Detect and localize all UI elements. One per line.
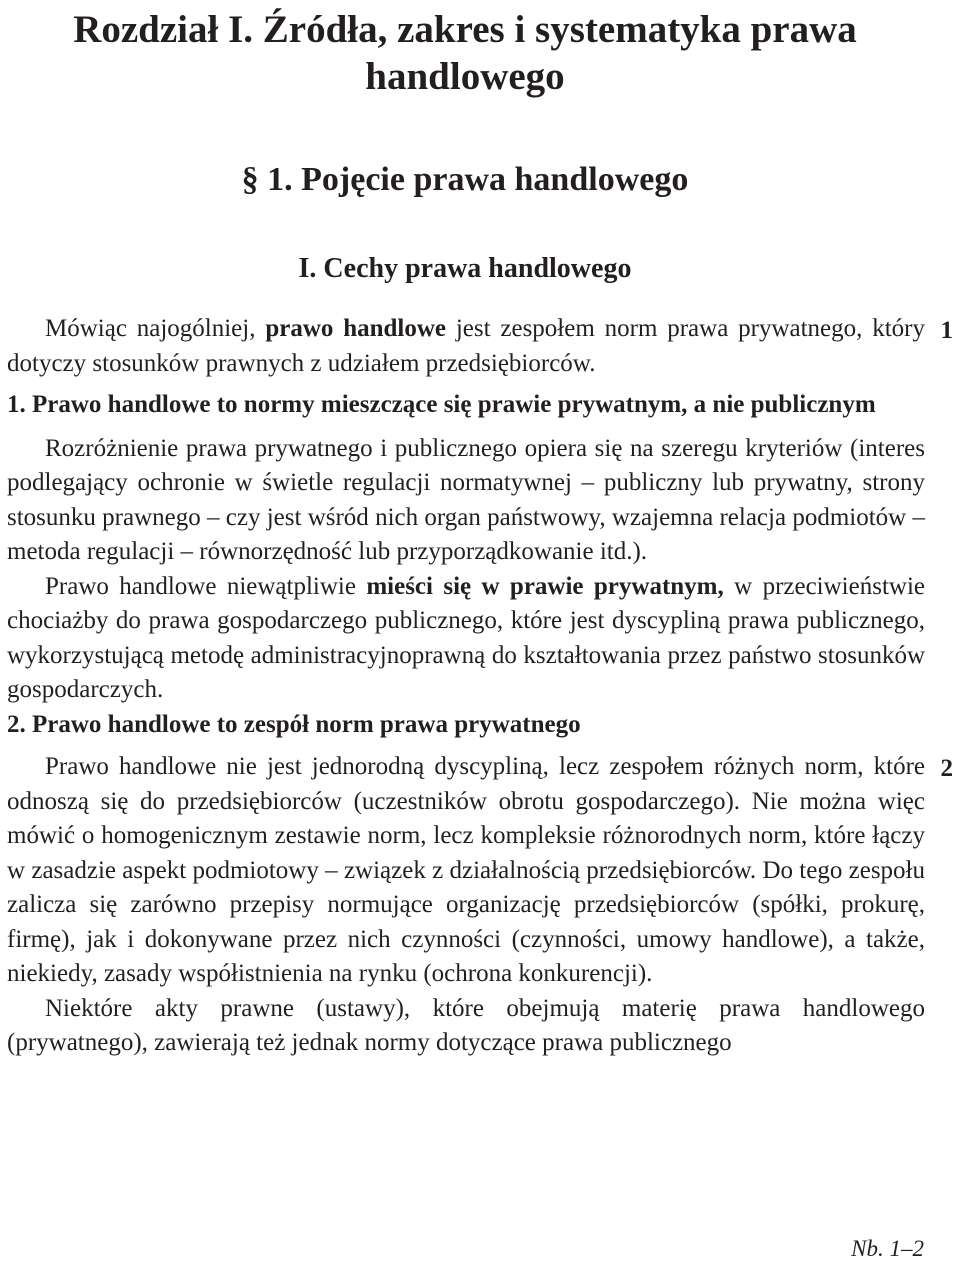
point1-para2-bold: mieści się w prawie prywatnym, — [366, 572, 724, 600]
point1-para2-end: w przeciwieństwie chociażby do prawa gospodarczego publicznego, które jest dyscypliną prawa publicznego, wykorzystującą metodę administracyjnoprawną do kształtowania przez państwo stosunków gospodarczych. — [7, 572, 926, 703]
subsection-title: I. Cechy prawa handlowego — [298, 253, 632, 284]
page-footer-marginal-numbers: Nb. 1–2 — [851, 1236, 924, 1261]
intro-paragraph — [7, 312, 925, 381]
main-content — [7, 312, 953, 1061]
intro-bold-term: prawo handlowe — [265, 315, 447, 342]
point2-paragraph-1: Prawo handlowe nie jest jednorodną dyscypliną, lecz zespołem różnych norm, które odnoszą się do przedsiębiorców (uczestników obrotu gospodarczego). Nie można więc mówić o homogenicznym zestawie norm, lecz kompleksie różnorodnych norm, które łączy w zasadzie aspekt podmiotowy – związek z działalnością przedsiębiorców. Do tego zespołu zalicza się zarówno przepisy normujące organizację przedsiębiorców (spółki, prokurę, firmę), jak i dokonywane przez nich czynności (czynności, umowy handlowe), a także, niekiedy, zasady współistnienia na rynku (ochrona konkurencji). — [7, 753, 925, 987]
intro-block — [7, 312, 953, 381]
margin-number-1: 1 — [940, 317, 953, 344]
intro-text-start: Mówiąc najogólniej, — [45, 315, 266, 342]
point2-block — [7, 750, 953, 992]
section-title: § 1. Pojęcie prawa handlowego — [241, 161, 689, 198]
point2-heading: 2. Prawo handlowe to zespół norm prawa prywatnego — [7, 710, 581, 738]
point1-para2-start: Prawo handlowe niewątpliwie — [45, 572, 367, 600]
point1-paragraph-2 — [7, 570, 925, 708]
margin-number-2: 2 — [940, 755, 953, 782]
intro-text-end: jest zespołem norm prawa prywatnego, który dotyczy stosunków prawnych z udziałem przedsiębiorców. — [7, 315, 925, 377]
chapter-title-line1: Rozdział I. Źródła, zakres i systematyka prawa — [73, 8, 857, 51]
chapter-title-line2: handlowego — [365, 55, 565, 98]
chapter-title — [0, 6, 930, 100]
point1-paragraph-1: Rozróżnienie prawa prywatnego i publicznego opiera się na szeregu kryteriów (interes podlegający ochronie w świetle regulacji normatywnej – publiczny lub prywatny, strony stosunku prawnego – czy jest wśród nich organ państwowy, wzajemna relacja podmiotów – metoda regulacji – równorzędność lub przyporządkowanie itd.). — [7, 434, 925, 565]
point1-heading: 1. Prawo handlowe to normy mieszczące się prawie prywatnym, a nie publicznym — [7, 391, 876, 418]
point2-paragraph-2: Niektóre akty prawne (ustawy), które obejmują materię prawa handlowego (prywatnego), zawierają też jednak normy dotyczące prawa publicznego — [7, 994, 925, 1056]
